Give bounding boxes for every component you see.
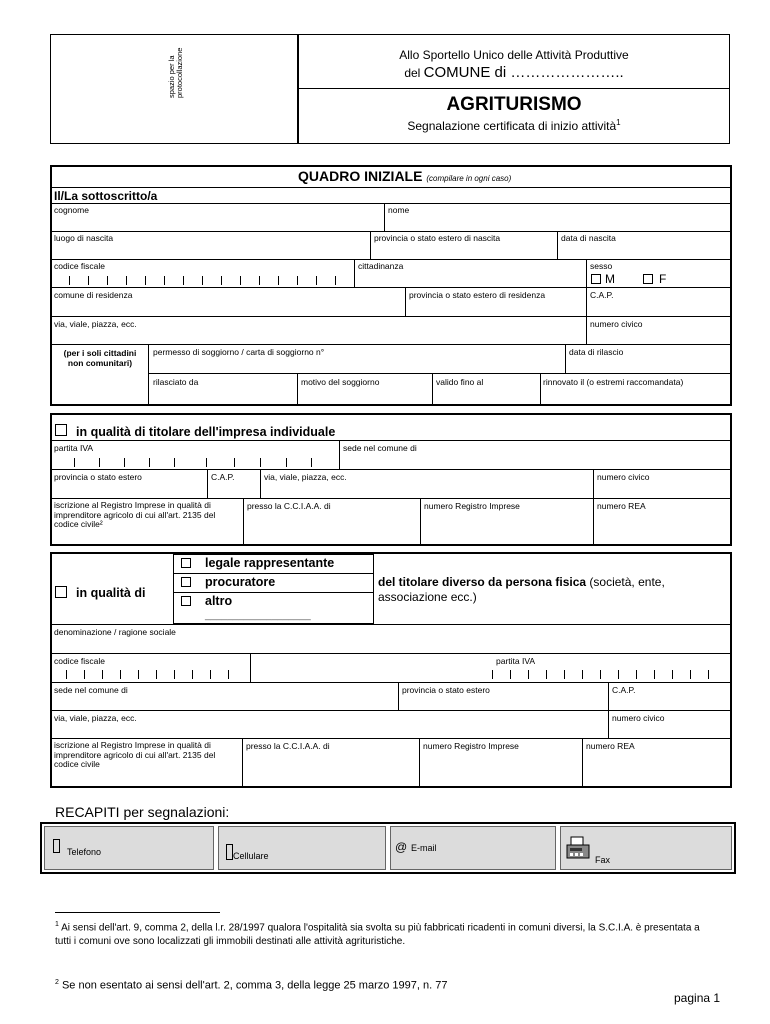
via-field[interactable] <box>52 329 584 343</box>
societa-checkbox[interactable] <box>55 586 67 598</box>
rilasciato-da-field[interactable] <box>150 388 295 403</box>
soc-presso-label: presso la C.C.I.A.A. di <box>246 741 330 751</box>
luogo-nascita-label: luogo di nascita <box>54 233 114 243</box>
codice-fiscale-label: codice fiscale <box>54 261 106 271</box>
recapiti-title: RECAPITI per segnalazioni: <box>55 804 230 820</box>
altro-checkbox[interactable] <box>181 596 191 606</box>
nome-field[interactable] <box>386 213 730 231</box>
ind-num-reg-label: numero Registro Imprese <box>424 501 520 511</box>
piva-field[interactable] <box>52 452 336 468</box>
prov-nascita-label: provincia o stato estero di nascita <box>374 233 501 243</box>
individuale-title: in qualità di titolare dell'impresa individuale <box>76 425 336 439</box>
ind-via-label: via, viale, piazza, ecc. <box>264 472 347 482</box>
ind-civico-label: numero civico <box>597 472 650 482</box>
data-nascita-label: data di nascita <box>561 233 616 243</box>
fax-field[interactable] <box>560 826 732 870</box>
individuale-checkbox[interactable] <box>55 424 67 436</box>
nome-label: nome <box>388 205 410 215</box>
mobile-icon <box>226 844 233 860</box>
cognome-label: cognome <box>54 205 89 215</box>
ind-num-reg-field[interactable] <box>422 512 591 542</box>
sede-label: sede nel comune di <box>343 443 417 453</box>
data-rilascio-field[interactable] <box>567 357 730 372</box>
soc-piva-label: partita IVA <box>496 656 536 666</box>
footnote-2: $^2$ Se non esentato ai sensi dell'art. 2, comma 3, della legge 25 marzo 1997, n. 77 <box>55 979 448 992</box>
ind-cap-field[interactable] <box>209 482 258 497</box>
legale-checkbox[interactable] <box>181 558 191 568</box>
societa-desc: del titolare diverso da persona fisica (società, ente, associazione ecc.) <box>378 575 665 604</box>
phone-icon <box>53 839 60 853</box>
permesso-field[interactable] <box>150 357 563 372</box>
comune-residenza-field[interactable] <box>52 300 403 315</box>
cap-label: C.A.P. <box>590 290 614 300</box>
luogo-nascita-field[interactable] <box>52 242 368 258</box>
sesso-label: sesso <box>590 261 613 271</box>
soc-cap-label: C.A.P. <box>612 685 636 695</box>
comune-residenza-label: comune di residenza <box>54 290 133 300</box>
soc-civico-label: numero civico <box>612 713 665 723</box>
altro-line[interactable]: ___________________ <box>205 610 311 621</box>
protocol-label: spazio per la protocollazione <box>167 47 184 98</box>
ind-presso-field[interactable] <box>245 512 418 542</box>
soc-cf-label: codice fiscale <box>54 656 106 666</box>
cittadinanza-label: cittadinanza <box>358 261 404 271</box>
prov-nascita-field[interactable] <box>372 242 555 258</box>
header-line2: del COMUNE di ………………….. <box>404 64 624 81</box>
soc-num-reg-field[interactable] <box>421 752 580 784</box>
soc-via-field[interactable] <box>52 723 606 737</box>
signer-label: Il/La sottoscritto/a <box>54 189 158 203</box>
ind-iscrizione-label: iscrizione al Registro Imprese in qualità di imprenditore agricolo di cui all'art. 2135 del codice civile² <box>54 500 216 529</box>
cellulare-label: Cellulare <box>233 851 269 861</box>
permesso-label: permesso di soggiorno / carta di soggiorno n° <box>153 347 325 357</box>
piva-label: partita IVA <box>54 443 94 453</box>
non-eu-label: (per i soli cittadini non comunitari) <box>63 348 137 368</box>
sesso-m-label: M <box>605 272 615 286</box>
soc-prov-label: provincia o stato estero <box>402 685 490 695</box>
numero-civico-label: numero civico <box>590 319 643 329</box>
denominazione-field[interactable] <box>52 637 730 652</box>
via-label: via, viale, piazza, ecc. <box>54 319 137 329</box>
cellulare-field[interactable] <box>218 826 386 870</box>
ind-civico-field[interactable] <box>595 482 730 497</box>
soc-rea-field[interactable] <box>584 752 730 784</box>
footnote-rule <box>55 912 220 913</box>
ind-provincia-label: provincia o stato estero <box>54 472 142 482</box>
ind-via-field[interactable] <box>262 482 591 497</box>
sede-field[interactable] <box>341 452 730 468</box>
footnote-1: $^1$ Ai sensi dell'art. 9, comma 2, della l.r. 28/1997 qualora l'ospitalità sia svolta su più fabbricati ricadenti in comuni diversi, la S.C.I.A. è presentata a tutti i comuni ove sono localizzati gli immobili destinati alle attività agrituristiche. <box>55 921 700 948</box>
altro-label: altro <box>205 594 233 608</box>
denominazione-label: denominazione / ragione sociale <box>54 627 176 637</box>
prov-residenza-field[interactable] <box>407 300 584 315</box>
data-rilascio-label: data di rilascio <box>569 347 624 357</box>
telefono-label: Telefono <box>67 847 102 857</box>
valido-label: valido fino al <box>436 377 484 387</box>
at-icon: @ <box>395 840 408 854</box>
numero-civico-field[interactable] <box>588 329 730 343</box>
procuratore-checkbox[interactable] <box>181 577 191 587</box>
rinnovato-label: rinnovato il (o estremi raccomandata) <box>543 377 684 387</box>
procuratore-label: procuratore <box>205 575 276 589</box>
rilasciato-da-label: rilasciato da <box>153 377 199 387</box>
legale-label: legale rappresentante <box>205 556 335 570</box>
quadro-title: QUADRO INIZIALE (compilare in ogni caso) <box>298 168 512 184</box>
sesso-f-checkbox[interactable] <box>643 274 653 284</box>
fax-label: Fax <box>595 855 611 865</box>
sesso-f-label: F <box>659 272 667 286</box>
ind-presso-label: presso la C.C.I.A.A. di <box>247 501 331 511</box>
header-line1: Allo Sportello Unico delle Attività Produttive <box>399 48 629 62</box>
cognome-field[interactable] <box>52 213 382 231</box>
telefono-field[interactable] <box>44 826 214 870</box>
soc-num-reg-label: numero Registro Imprese <box>423 741 519 751</box>
fax-icon <box>565 835 591 861</box>
cap-field[interactable] <box>588 300 730 315</box>
soc-sede-label: sede nel comune di <box>54 685 128 695</box>
doc-title: AGRITURISMO <box>446 94 582 115</box>
data-nascita-field[interactable] <box>559 242 730 258</box>
soc-iscrizione-label: iscrizione al Registro Imprese in qualità di imprenditore agricolo di cui all'art. 2135 del codice civile <box>54 740 216 769</box>
soc-presso-field[interactable] <box>244 752 417 784</box>
soc-via-label: via, viale, piazza, ecc. <box>54 713 137 723</box>
prov-residenza-label: provincia o stato estero di residenza <box>409 290 546 300</box>
valido-field[interactable] <box>434 388 538 403</box>
motivo-field[interactable] <box>299 388 430 403</box>
soc-rea-label: numero REA <box>586 741 635 751</box>
rinnovato-field[interactable] <box>542 388 730 403</box>
motivo-label: motivo del soggiorno <box>301 377 380 387</box>
soc-sede-field[interactable] <box>52 695 396 709</box>
soc-prov-field[interactable] <box>400 695 606 709</box>
ind-rea-field[interactable] <box>595 512 730 542</box>
email-field[interactable] <box>390 826 556 870</box>
ind-cap-label: C.A.P. <box>211 472 235 482</box>
doc-subtitle: Segnalazione certificata di inizio attività$^1$ <box>407 118 621 133</box>
soc-civico-field[interactable] <box>610 723 730 737</box>
societa-in-qualita: in qualità di <box>76 586 146 600</box>
soc-piva-field[interactable] <box>252 665 730 681</box>
page-number: pagina 1 <box>674 991 721 1005</box>
soc-cf-field[interactable] <box>52 665 247 681</box>
soc-cap-field[interactable] <box>610 695 730 709</box>
email-label: E-mail <box>411 843 437 853</box>
ind-rea-label: numero REA <box>597 501 646 511</box>
ind-provincia-field[interactable] <box>52 482 205 497</box>
sesso-m-checkbox[interactable] <box>591 274 601 284</box>
codice-fiscale-field[interactable] <box>52 270 352 287</box>
